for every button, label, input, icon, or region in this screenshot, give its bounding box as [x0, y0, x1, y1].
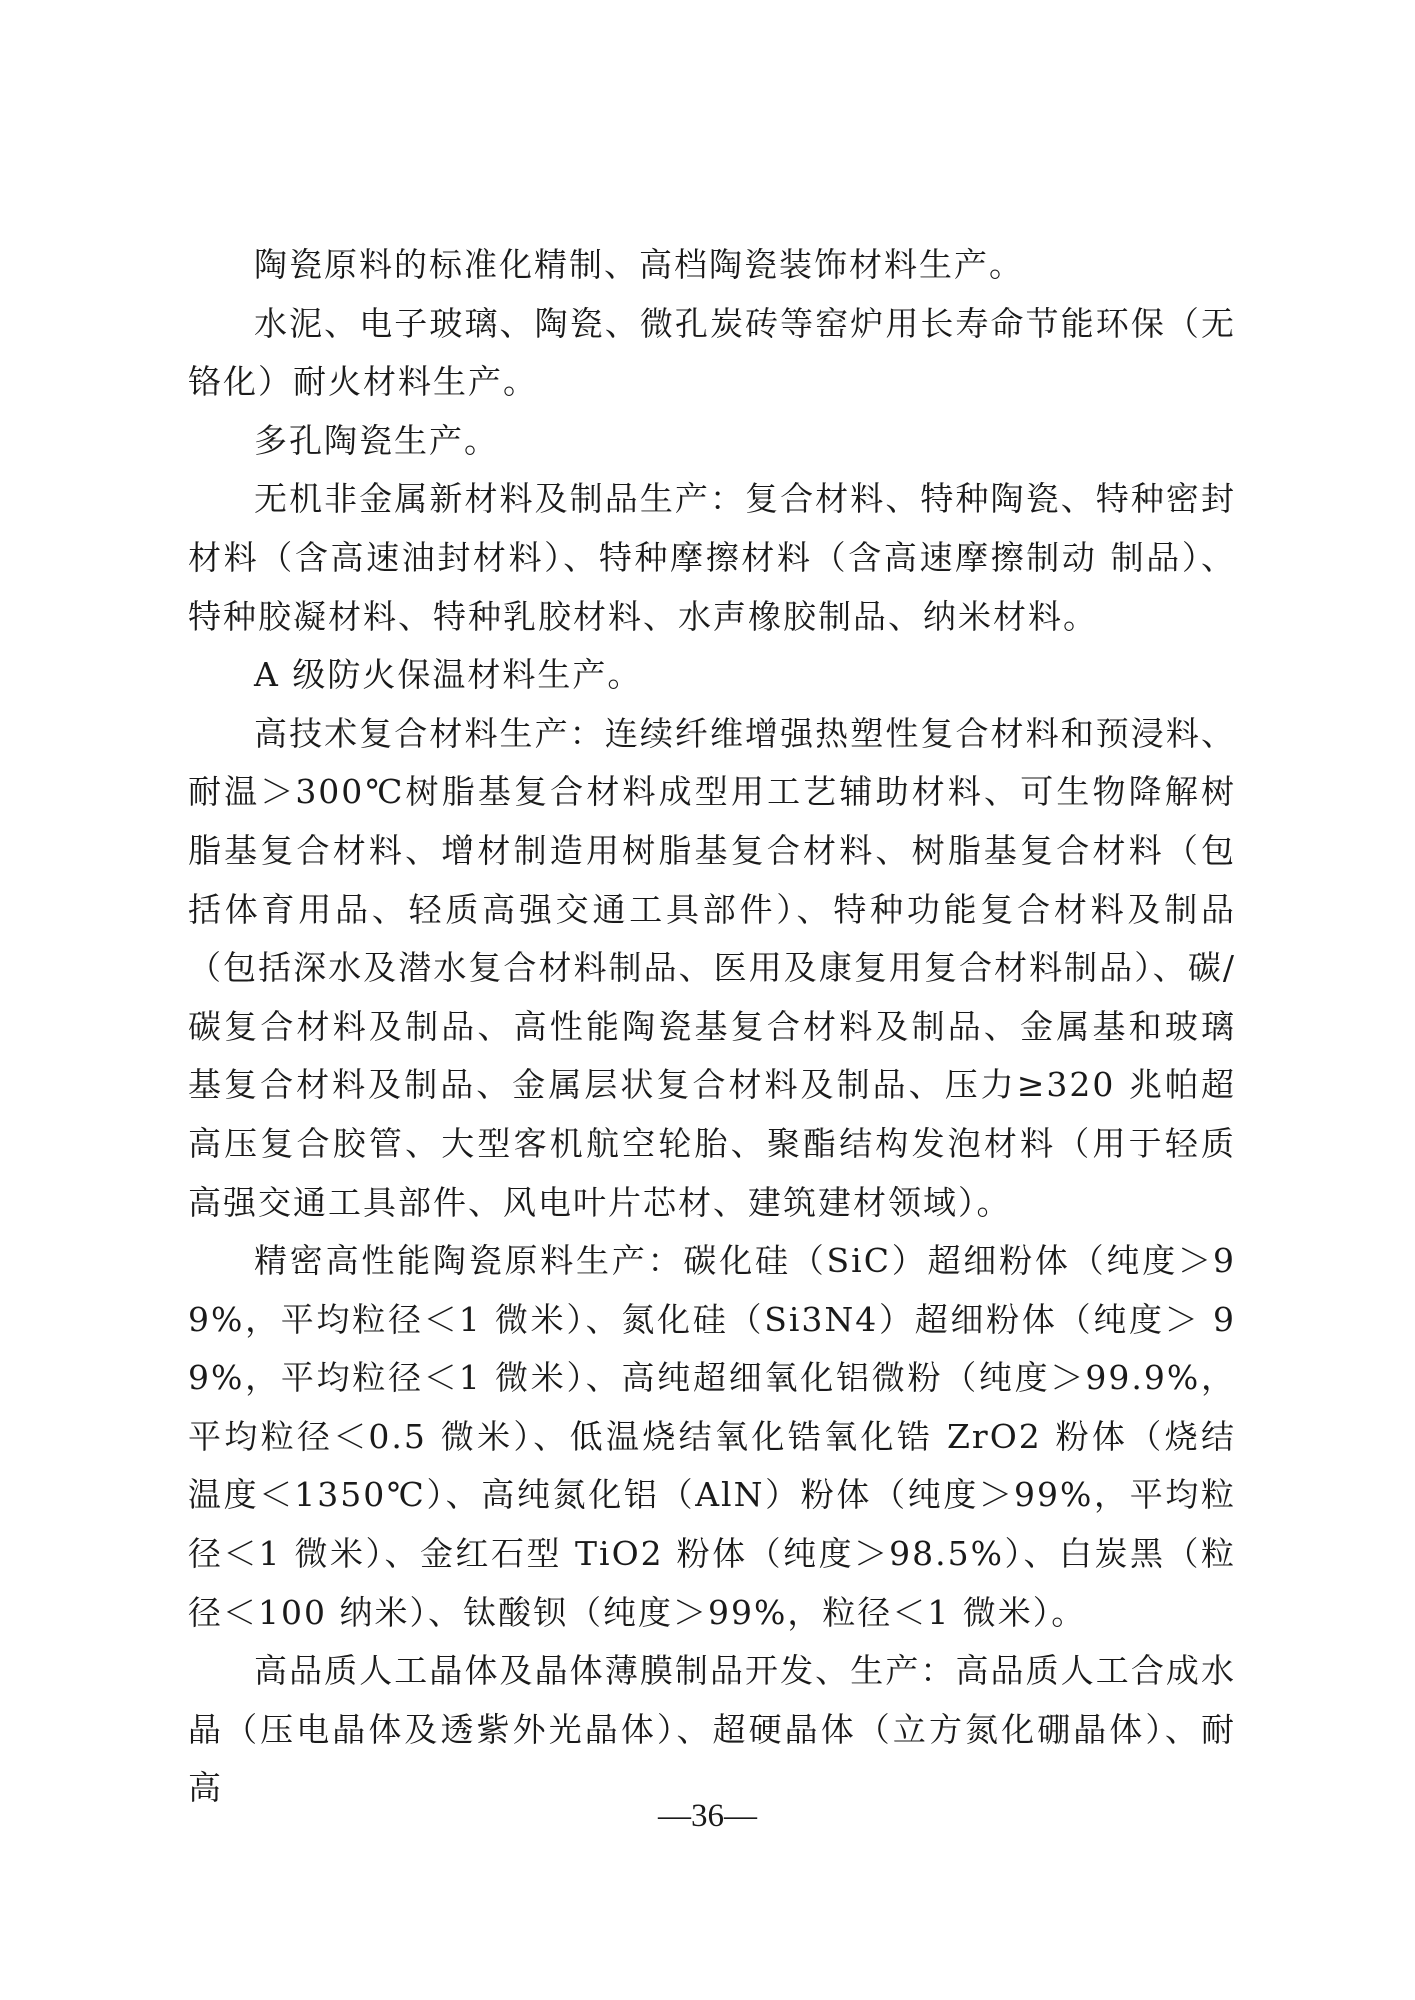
paragraph-porous-ceramics: 多孔陶瓷生产。	[254, 420, 499, 460]
page-number: —36—	[658, 1798, 757, 1834]
document-body	[188, 236, 1236, 1818]
paragraph-precision-ceramic-raw-materials: 精密高性能陶瓷原料生产：碳化硅（SiC）超细粉体（纯度＞99%，平均粒径＜1 微米）、氮化硅（Si3N4）超细粉体（纯度＞ 99%，平均粒径＜1 微米）、高纯超细氧化铝微粉（纯度＞99.9%，平均粒径＜0.5 微米）、低温烧结氧化锆氧化锆 ZrO2 粉体（烧结温度＜1350℃）、高纯氮化铝（AlN）粉体（纯度＞99%，平均粒径＜1 微米）、金红石型 TiO2 粉体（纯度＞98.5%）、白炭黑（粒径＜100 纳米）、钛酸钡（纯度＞99%，粒径＜1 微米）。	[188, 1241, 1236, 1632]
paragraph-inorganic-nonmetal-materials: 无机非金属新材料及制品生产：复合材料、特种陶瓷、特种密封材料（含高速油封材料）、特种摩擦材料（含高速摩擦制动 制品）、特种胶凝材料、特种乳胶材料、水声橡胶制品、纳米材料。	[188, 479, 1236, 636]
paragraph-fireproof-insulation: A 级防火保温材料生产。	[254, 655, 643, 695]
paragraph-ceramic-raw-materials: 陶瓷原料的标准化精制、高档陶瓷装饰材料生产。	[254, 245, 1024, 284]
paragraph-refractory-materials: 水泥、电子玻璃、陶瓷、微孔炭砖等窑炉用长寿命节能环保（无铬化）耐火材料生产。	[188, 303, 1236, 402]
paragraph-artificial-crystals: 高品质人工晶体及晶体薄膜制品开发、生产：高品质人工合成水晶（压电晶体及透紫外光晶体）、超硬晶体（立方氮化硼晶体）、耐高	[188, 1651, 1236, 1808]
paragraph-composite-materials: 高技术复合材料生产：连续纤维增强热塑性复合材料和预浸料、耐温＞300℃树脂基复合材料成型用工艺辅助材料、可生物降解树脂基复合材料、增材制造用树脂基复合材料、树脂基复合材料（包括体育用品、轻质高强交通工具部件）、特种功能复合材料及制品（包括深水及潜水复合材料制品、医用及康复用复合材料制品）、碳/碳复合材料及制品、高性能陶瓷基复合材料及制品、金属基和玻璃基复合材料及制品、金属层状复合材料及制品、压力≥320 兆帕超高压复合胶管、大型客机航空轮胎、聚酯结构发泡材料（用于轻质高强交通工具部件、风电叶片芯材、建筑建材领域）。	[188, 713, 1236, 1222]
